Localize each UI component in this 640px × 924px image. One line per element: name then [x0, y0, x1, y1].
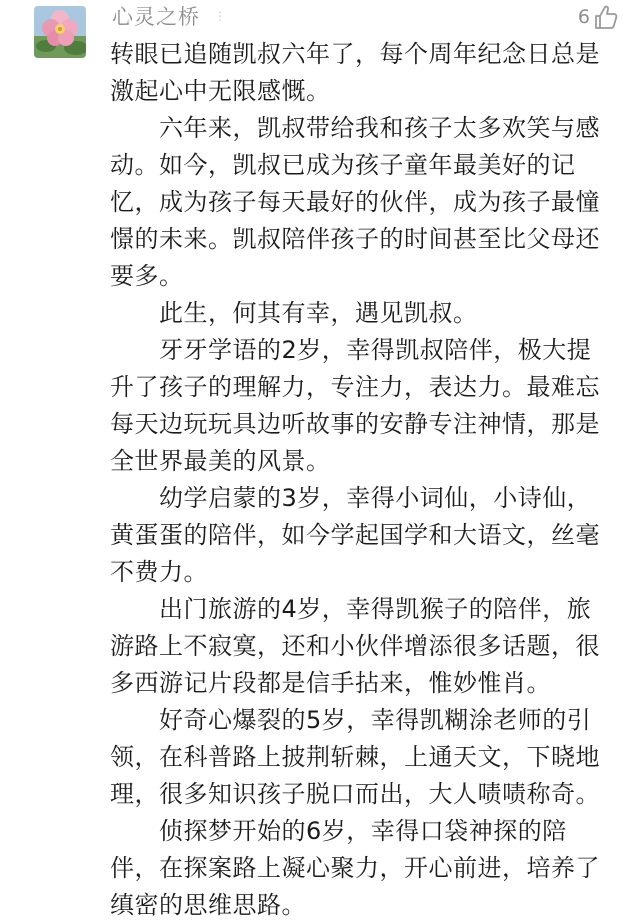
comment-paragraph: 六年来，凯叔带给我和孩子太多欢笑与感动。如今，凯叔已成为孩子童年最美好的记忆，成为孩子每天最好的伙伴，成为孩子最憧憬的未来。凯叔陪伴孩子的时间甚至比父母还要多。: [110, 114, 600, 290]
like-count: 6: [577, 6, 590, 28]
comment-paragraph: 侦探梦开始的6岁，幸得口袋神探的陪伴，在探案路上凝心聚力，开心前进，培养了缜密的思维思路。: [110, 817, 600, 919]
avatar[interactable]: [34, 6, 86, 58]
comment-paragraph: 好奇心爆裂的5岁，幸得凯糊涂老师的引领，在科普路上披荆斩棘，上通天文，下晓地理，很多知识孩子脱口而出，大人啧啧称奇。: [110, 706, 600, 808]
comment-paragraph: 幼学启蒙的3岁，幸得小词仙，小诗仙，黄蛋蛋的陪伴，如今学起国学和大语文，丝毫不费力。: [110, 484, 600, 586]
username[interactable]: 心灵之桥: [112, 5, 200, 29]
comment-paragraph: 转眼已追随凯叔六年了，每个周年纪念日总是激起心中无限感慨。: [110, 40, 600, 105]
comment-text: [110, 36, 610, 924]
comment-paragraph: 此生，何其有幸，遇见凯叔。: [159, 299, 478, 327]
flower-avatar-icon: [34, 6, 86, 58]
more-dots-icon[interactable]: ⋮: [214, 9, 226, 23]
comment-paragraph: 牙牙学语的2岁，幸得凯叔陪伴，极大提升了孩子的理解力，专注力，表达力。最难忘每天边玩玩具边听故事的安静专注神情，那是全世界最美的风景。: [110, 336, 600, 475]
thumbs-up-icon: [594, 4, 618, 30]
like-button[interactable]: [578, 2, 618, 32]
comment-paragraph: 出门旅游的4岁，幸得凯猴子的陪伴，旅游路上不寂寞，还和小伙伴增添很多话题，很多西游记片段都是信手拈来，惟妙惟肖。: [110, 595, 600, 697]
